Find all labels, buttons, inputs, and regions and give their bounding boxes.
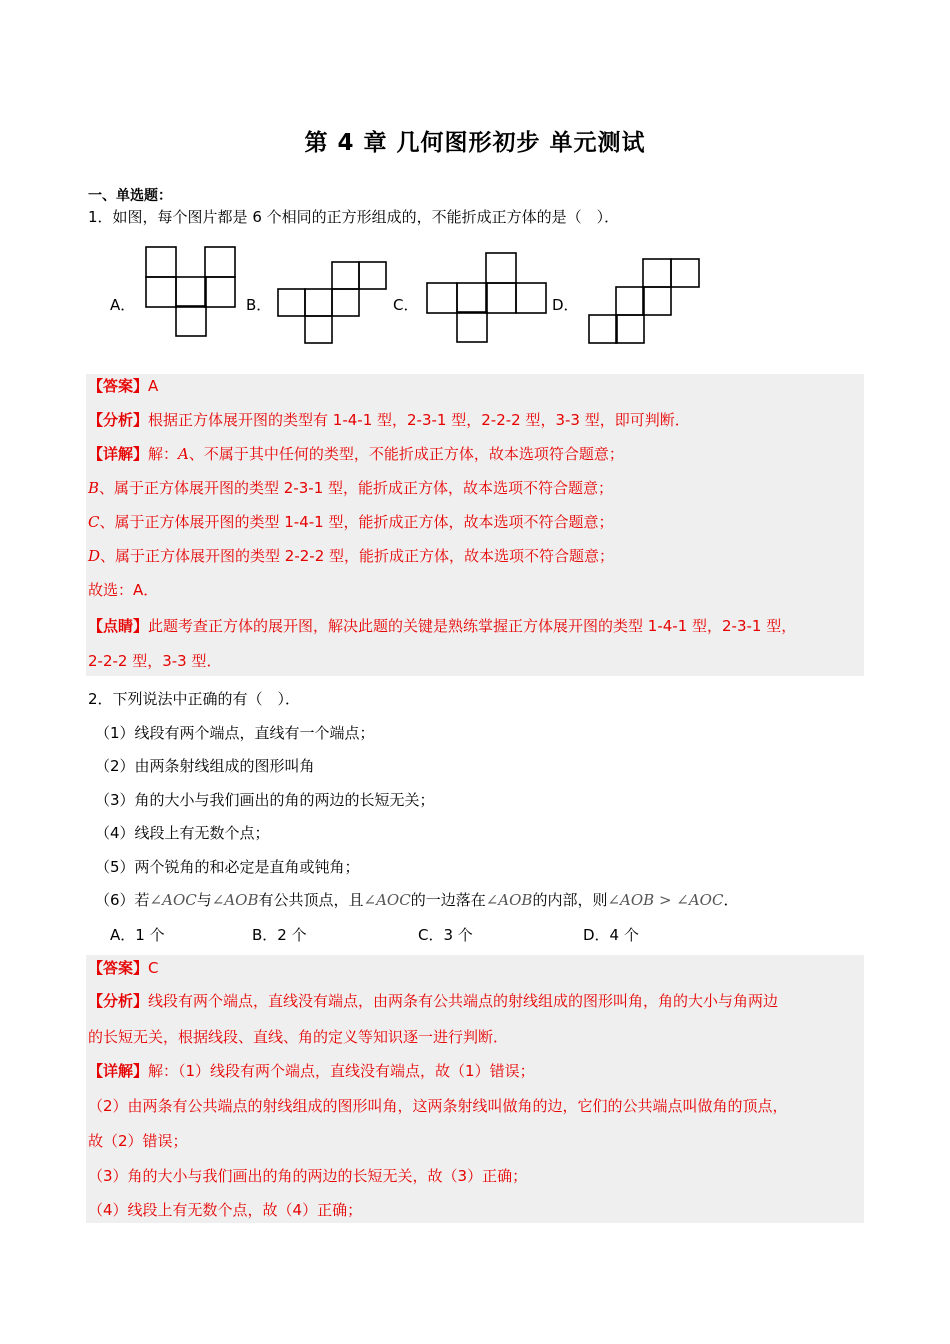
- answer-line: [88, 376, 158, 396]
- analysis-line-2: 的长短无关，根据线段、直线、角的定义等知识逐一进行判断．: [88, 1028, 509, 1046]
- detail-line-2b: 故（2）错误；: [88, 1132, 188, 1150]
- statement-3: （3）角的大小与我们画出的角的两边的长短无关；: [95, 791, 435, 809]
- math-angle-aoc: ∠AOC: [149, 891, 197, 909]
- comment-line-1: [88, 616, 796, 636]
- statement-4: （4）线段上有无数个点；: [95, 824, 270, 842]
- detail-tag: 【详解】: [88, 1062, 149, 1080]
- cube-net-a: [145, 246, 237, 338]
- option-letter-c: C: [88, 513, 100, 531]
- answer-line: [88, 958, 159, 978]
- math-angle-aoc: ∠AOC: [363, 891, 411, 909]
- question-2-stem: 2．下列说法中正确的有（ ）．: [88, 690, 301, 708]
- detail-line-3: （3）角的大小与我们画出的角的两边的长短无关，故（3）正确；: [88, 1167, 528, 1185]
- section-heading: 一、单选题：: [88, 188, 172, 204]
- statement-5: （5）两个锐角的和必定是直角或钝角；: [95, 858, 360, 876]
- detail-tag: 【详解】: [88, 445, 149, 463]
- detail-text-1: 解：（1）线段有两个端点，直线没有端点，故（1）错误；: [148, 1062, 535, 1080]
- detail-line-2a: （2）由两条有公共端点的射线组成的图形叫角，这两条射线叫做角的边，它们的公共端点叫做角的顶点，: [88, 1097, 788, 1115]
- detail-text-c: 、属于正方体展开图的类型 1-4-1 型，能折成正方体，故本选项不符合题意；: [99, 513, 614, 531]
- analysis-tag: 【分析】: [88, 992, 149, 1010]
- detail-line-a: [88, 444, 624, 464]
- choice-d: D．4 个: [583, 926, 639, 944]
- option-letter-a: A: [178, 445, 189, 463]
- statement-2: （2）由两条射线组成的图形叫角: [95, 757, 315, 775]
- cube-net-c: [426, 252, 548, 343]
- answer-box-q2: [86, 955, 864, 1223]
- page-title: 第 4 章 几何图形初步 单元测试: [304, 130, 646, 156]
- analysis-line: [88, 410, 690, 430]
- option-letter-d: D: [88, 547, 101, 565]
- math-angle-aob: ∠AOB: [211, 891, 259, 909]
- statement-6-text: 与: [196, 891, 212, 909]
- statement-6-text: 有公共顶点，且: [258, 891, 364, 909]
- option-b-label: B．: [246, 296, 272, 314]
- choice-c: C．3 个: [418, 926, 473, 944]
- answer-value: C: [148, 959, 159, 977]
- statement-6-text: （6）若: [95, 891, 150, 909]
- detail-text-a: 、不属于其中任何的类型，不能折成正方体，故本选项符合题意；: [188, 445, 624, 463]
- answer-tag: 【答案】: [88, 377, 149, 395]
- comment-line-2: 2-2-2 型，3-3 型．: [88, 652, 222, 670]
- answer-value: A: [148, 377, 159, 395]
- detail-line-4: （4）线段上有无数个点，故（4）正确；: [88, 1201, 363, 1219]
- math-inequality: ∠AOB > ∠AOC: [607, 891, 724, 909]
- statement-1: （1）线段有两个端点，直线有一个端点；: [95, 724, 375, 742]
- answer-box-q1: [86, 374, 864, 676]
- detail-line-c: [88, 512, 613, 532]
- detail-prefix: 解：: [148, 445, 179, 463]
- detail-text-b: 、属于正方体展开图的类型 2-3-1 型，能折成正方体，故本选项不符合题意；: [99, 479, 614, 497]
- option-d-label: D．: [552, 296, 579, 314]
- analysis-line-1: [88, 991, 778, 1011]
- statement-6: [95, 890, 738, 910]
- statement-6-text: 的一边落在: [410, 891, 486, 909]
- detail-text-d: 、属于正方体展开图的类型 2-2-2 型，能折成正方体，故本选项不符合题意；: [100, 547, 615, 565]
- statement-6-text: ．: [723, 891, 739, 909]
- analysis-text: 根据正方体展开图的类型有 1-4-1 型，2-3-1 型，2-2-2 型，3-3 型，即可判断．: [148, 411, 690, 429]
- math-angle-aob: ∠AOB: [485, 891, 533, 909]
- analysis-text-1: 线段有两个端点，直线没有端点，由两条有公共端点的射线组成的图形叫角，角的大小与角两边: [148, 992, 779, 1010]
- choice-a: A．1 个: [110, 926, 165, 944]
- option-letter-b: B: [88, 479, 100, 497]
- statement-6-text: 的内部，则: [532, 891, 608, 909]
- comment-tag: 【点睛】: [88, 617, 149, 635]
- cube-net-d: [588, 258, 700, 344]
- analysis-tag: 【分析】: [88, 411, 149, 429]
- detail-line-b: [88, 478, 613, 498]
- comment-text-1: 此题考查正方体的展开图，解决此题的关键是熟练掌握正方体展开图的类型 1-4-1 型，2-3-1 型，: [148, 617, 797, 635]
- answer-tag: 【答案】: [88, 959, 149, 977]
- option-a-label: A．: [110, 296, 136, 314]
- choice-b: B．2 个: [252, 926, 307, 944]
- option-c-label: C．: [393, 296, 419, 314]
- choose-line: 故选：A．: [88, 581, 159, 599]
- cube-net-b: [277, 261, 387, 345]
- detail-line-d: [88, 546, 614, 566]
- question-1-stem: 1．如图，每个图片都是 6 个相同的正方形组成的，不能折成正方体的是（ ）．: [88, 208, 620, 226]
- detail-line-1: [88, 1061, 535, 1081]
